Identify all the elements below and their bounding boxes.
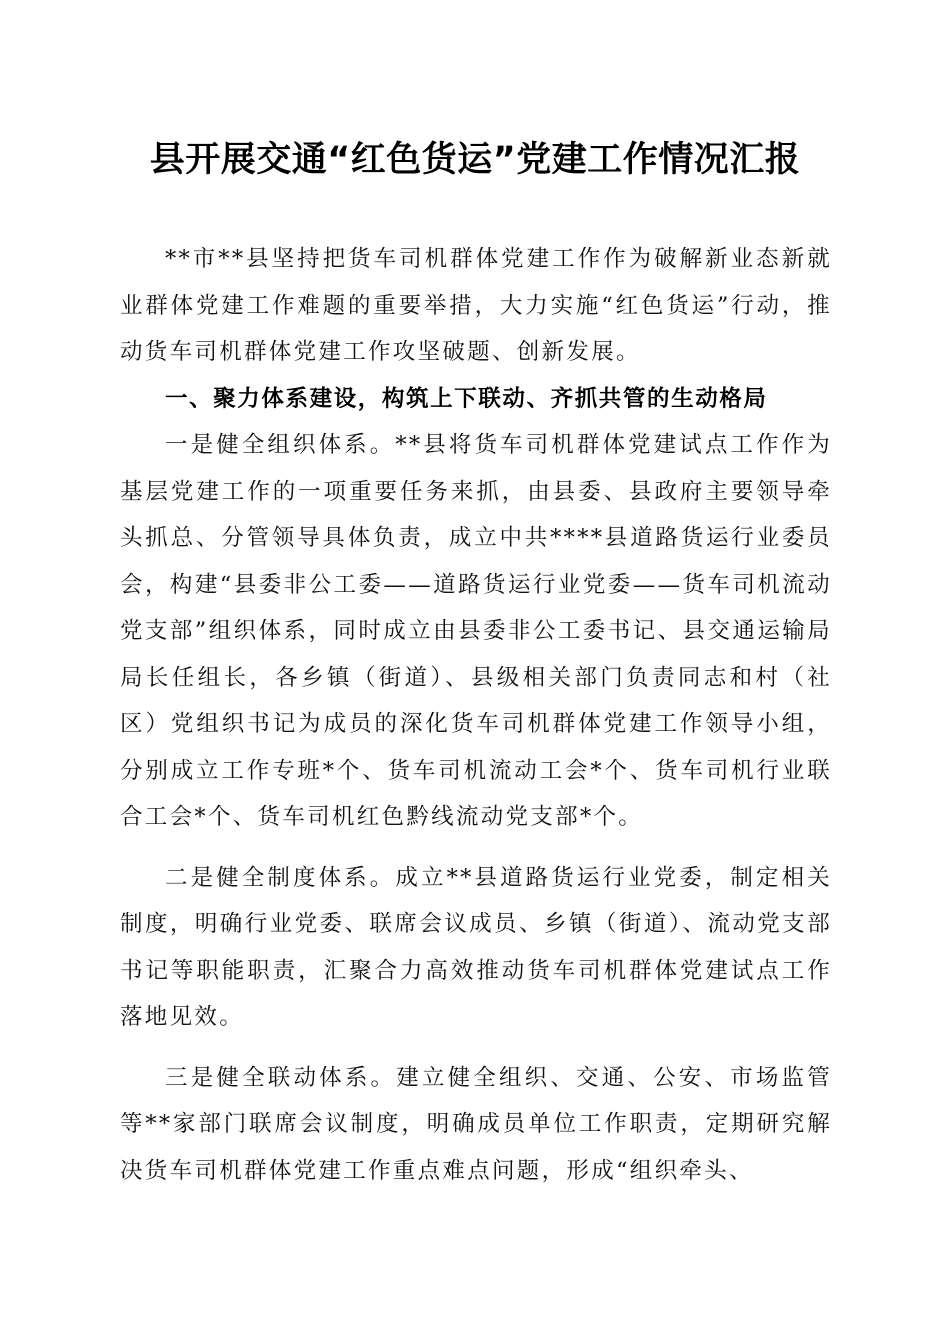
paragraph-organization-system xyxy=(120,422,832,841)
paragraph-lead: 二是健全制度体系。 xyxy=(165,864,396,891)
paragraph-text: 成立**县道路货运行业党委，制定相关制度，明确行业党委、联席会议成员、乡镇（街道）、流动党支部书记等职能职责，汇聚合力高效推动货车司机群体党建试点工作落地见效。 xyxy=(120,864,833,1030)
paragraph-linkage-system xyxy=(120,1055,832,1195)
paragraph-lead: 三是健全联动体系。 xyxy=(165,1064,397,1091)
paragraph-text: 建立健全组织、交通、公安、市场监管等**家部门联席会议制度，明确成员单位工作职责，定期研究解决货车司机群体党建工作重点难点问题，形成“组织牵头、 xyxy=(120,1064,833,1184)
paragraph-institution-system xyxy=(120,855,832,1041)
document-title: 县开展交通“红色货运”党建工作情况汇报 xyxy=(149,140,801,180)
document-body xyxy=(120,236,832,1194)
intro-paragraph: **市**县坚持把货车司机群体党建工作作为破解新业态新就业群体党建工作难题的重要举措，大力实施“红色货运”行动，推动货车司机群体党建工作攻坚破题、创新发展。 xyxy=(120,246,832,365)
paragraph-text: **县将货车司机群体党建试点工作作为基层党建工作的一项重要任务来抓，由县委、县政府主要领导牵头抓总、分管领导具体负责，成立中共****县道路货运行业委员会，构建“县委非公工委——道路货运行业党委——货车司机流动党支部”组织体系，同时成立由县委非公工委书记、县交通运输局局长任组长，各乡镇（街道）、县级相关部门负责同志和村（社区）党组织书记为成员的深化货车司机群体党建工作领导小组，分别成立工作专班*个、货车司机流动工会*个、货车司机行业联合工会*个、货车司机红色黔线流动党支部*个。 xyxy=(120,432,833,830)
section-heading-1: 一、聚力体系建设，构筑上下联动、齐抓共管的生动格局 xyxy=(165,385,768,412)
paragraph-lead: 一是健全组织体系。 xyxy=(165,432,396,458)
